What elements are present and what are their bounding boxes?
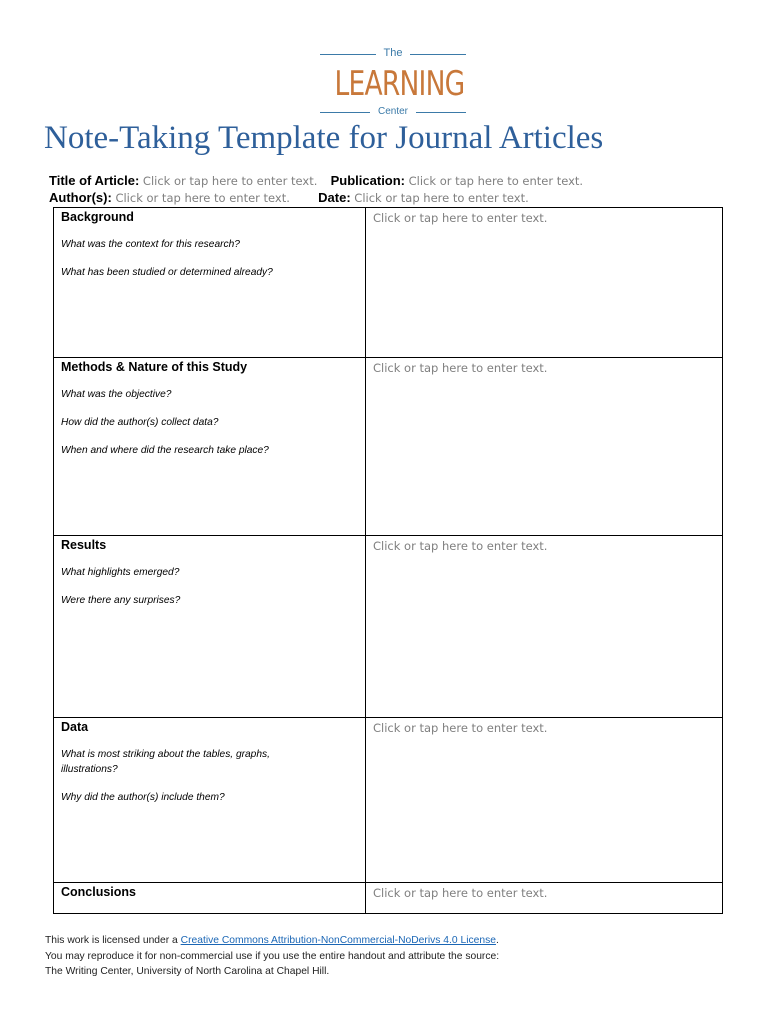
section-title-conclusions: Conclusions bbox=[61, 885, 137, 899]
publication-label: Publication: bbox=[330, 173, 406, 188]
footer-license-prefix: This work is licensed under a bbox=[45, 935, 181, 946]
logo-learning-text: LEARNING bbox=[334, 64, 465, 104]
section-prompt-cell bbox=[54, 718, 366, 883]
response-field-methods[interactable]: Click or tap here to enter text. bbox=[373, 361, 548, 375]
section-prompt-cell bbox=[54, 883, 366, 914]
section-row-methods bbox=[54, 358, 723, 536]
section-prompt-cell bbox=[54, 208, 366, 358]
date-label: Date: bbox=[318, 190, 351, 205]
learning-center-logo bbox=[318, 44, 468, 120]
meta-row-authors-date bbox=[49, 190, 529, 206]
page-title: Note-Taking Template for Journal Articles bbox=[44, 120, 604, 156]
section-question: What was the context for this research? bbox=[61, 239, 240, 250]
response-field-background[interactable]: Click or tap here to enter text. bbox=[373, 211, 548, 225]
section-response-cell-conclusions[interactable] bbox=[366, 883, 723, 914]
section-response-cell-background[interactable] bbox=[366, 208, 723, 358]
section-question: When and where did the research take place? bbox=[61, 445, 269, 456]
title-of-article-label: Title of Article: bbox=[49, 173, 140, 188]
logo-center-text: Center bbox=[377, 106, 408, 117]
section-title-methods: Methods & Nature of this Study bbox=[61, 360, 248, 374]
response-field-results[interactable]: Click or tap here to enter text. bbox=[373, 539, 548, 553]
section-row-results bbox=[54, 536, 723, 718]
footer-license-suffix: . bbox=[495, 935, 499, 946]
footer-line-reproduce: You may reproduce it for non-commercial use if you use the entire handout and attribute the source: bbox=[45, 950, 500, 962]
section-prompt-cell bbox=[54, 358, 366, 536]
publication-field[interactable]: Click or tap here to enter text. bbox=[408, 174, 584, 188]
license-footer bbox=[45, 933, 499, 980]
section-title-data: Data bbox=[61, 720, 89, 734]
section-response-cell-methods[interactable] bbox=[366, 358, 723, 536]
section-question: What is most striking about the tables, graphs, illustrations? bbox=[61, 749, 270, 775]
notes-table bbox=[53, 207, 723, 914]
section-question: Why did the author(s) include them? bbox=[61, 792, 225, 803]
section-question: What was the objective? bbox=[61, 389, 172, 400]
section-title-background: Background bbox=[61, 210, 134, 224]
response-field-conclusions[interactable]: Click or tap here to enter text. bbox=[373, 886, 548, 900]
section-row-background bbox=[54, 208, 723, 358]
footer-line-license bbox=[45, 933, 499, 949]
section-response-cell-data[interactable] bbox=[366, 718, 723, 883]
license-link[interactable]: Creative Commons Attribution-NonCommercial-NoDerivs 4.0 License bbox=[180, 935, 496, 946]
section-response-cell-results[interactable] bbox=[366, 536, 723, 718]
response-field-data[interactable]: Click or tap here to enter text. bbox=[373, 721, 548, 735]
section-question: Were there any surprises? bbox=[61, 595, 181, 606]
section-question: What has been studied or determined already? bbox=[61, 267, 273, 278]
section-question: How did the author(s) collect data? bbox=[61, 417, 219, 428]
section-prompt-cell bbox=[54, 536, 366, 718]
section-title-results: Results bbox=[61, 538, 107, 552]
date-field[interactable]: Click or tap here to enter text. bbox=[354, 191, 529, 205]
title-of-article-field[interactable]: Click or tap here to enter text. bbox=[142, 174, 318, 188]
logo-the-text: The bbox=[383, 47, 403, 59]
section-row-data bbox=[54, 718, 723, 883]
section-row-conclusions bbox=[54, 883, 723, 914]
authors-label: Author(s): bbox=[49, 190, 112, 205]
authors-field[interactable]: Click or tap here to enter text. bbox=[115, 191, 290, 205]
section-question: What highlights emerged? bbox=[61, 567, 180, 578]
footer-line-source: The Writing Center, University of North Carolina at Chapel Hill. bbox=[45, 966, 330, 977]
meta-row-title-publication bbox=[49, 173, 583, 189]
